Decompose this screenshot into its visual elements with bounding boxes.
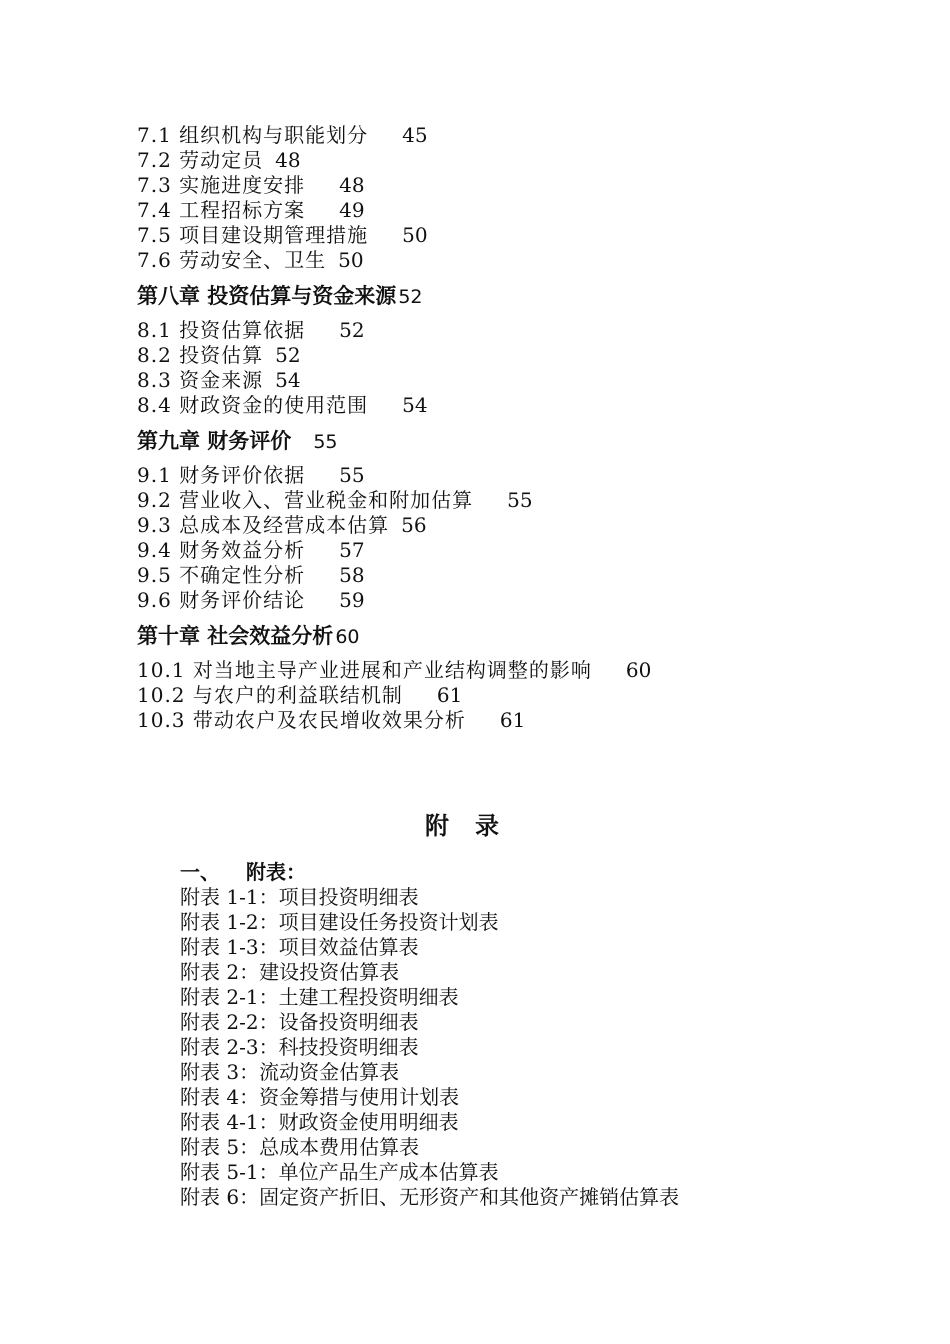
toc-entry-page: 56 bbox=[401, 513, 427, 537]
toc-entry[interactable] bbox=[137, 368, 837, 393]
appendix-item[interactable]: 附表 4：资金筹措与使用计划表 bbox=[180, 1085, 460, 1109]
toc-entry[interactable] bbox=[137, 123, 837, 148]
appendix-item[interactable]: 附表 5-1：单位产品生产成本估算表 bbox=[180, 1160, 499, 1184]
toc-entry-page: 52 bbox=[339, 318, 365, 342]
toc-chapter-page: 55 bbox=[313, 431, 338, 453]
appendix-item[interactable]: 附表 6：固定资产折旧、无形资产和其他资产摊销估算表 bbox=[180, 1185, 680, 1209]
toc-entry-title: 7.2 劳动定员 bbox=[137, 148, 264, 172]
appendix-item[interactable]: 附表 1-1：项目投资明细表 bbox=[180, 885, 419, 909]
toc-entry-page: 45 bbox=[402, 123, 428, 147]
toc-entry-title: 9.3 总成本及经营成本估算 bbox=[137, 513, 390, 537]
appendix-list bbox=[180, 860, 880, 1210]
toc-entry-page: 54 bbox=[275, 368, 301, 392]
appendix-item[interactable]: 附表 2-3：科技投资明细表 bbox=[180, 1035, 419, 1059]
toc-entry[interactable] bbox=[137, 563, 837, 588]
toc-entry-title: 9.6 财务评价结论 bbox=[137, 588, 306, 612]
toc-chapter-page: 60 bbox=[335, 626, 360, 648]
appendix-item[interactable]: 附表 1-3：项目效益估算表 bbox=[180, 935, 419, 959]
appendix-section-label: 附表： bbox=[246, 860, 306, 884]
toc-entry[interactable] bbox=[137, 658, 837, 683]
toc-entry-title: 7.4 工程招标方案 bbox=[137, 198, 306, 222]
toc-entry-page: 57 bbox=[339, 538, 365, 562]
toc-entry-page: 58 bbox=[339, 563, 365, 587]
appendix-item[interactable]: 附表 1-2：项目建设任务投资计划表 bbox=[180, 910, 499, 934]
appendix-title: 附录 bbox=[425, 812, 525, 840]
toc-entry-page: 50 bbox=[338, 248, 364, 272]
toc-entry-page: 52 bbox=[275, 343, 301, 367]
toc-entry-title: 9.5 不确定性分析 bbox=[137, 563, 306, 587]
toc-entry-page: 50 bbox=[402, 223, 428, 247]
toc-entry-title: 7.3 实施进度安排 bbox=[137, 173, 306, 197]
toc-entry[interactable] bbox=[137, 223, 837, 248]
toc-entry-page: 61 bbox=[499, 708, 526, 732]
toc-entry[interactable] bbox=[137, 198, 837, 223]
toc-chapter-title: 第八章 投资估算与资金来源 bbox=[137, 284, 397, 308]
toc-entry-title: 10.3 带动农户及农民增收效果分析 bbox=[137, 708, 466, 732]
appendix-item[interactable]: 附表 5：总成本费用估算表 bbox=[180, 1135, 420, 1159]
toc-entry-page: 55 bbox=[339, 463, 365, 487]
toc-entry[interactable] bbox=[137, 248, 837, 273]
appendix-item[interactable]: 附表 4-1：财政资金使用明细表 bbox=[180, 1110, 459, 1134]
appendix-item[interactable]: 附表 2-1：土建工程投资明细表 bbox=[180, 985, 459, 1009]
toc-entry-title: 8.3 资金来源 bbox=[137, 368, 264, 392]
toc-chapter-title: 第十章 社会效益分析 bbox=[137, 624, 334, 648]
appendix-item[interactable]: 附表 2-2：设备投资明细表 bbox=[180, 1010, 419, 1034]
toc-entry[interactable] bbox=[137, 173, 837, 198]
toc-entry-title: 7.5 项目建设期管理措施 bbox=[137, 223, 369, 247]
toc-entry-title: 8.1 投资估算依据 bbox=[137, 318, 306, 342]
toc-entry-page: 48 bbox=[275, 148, 301, 172]
table-of-contents bbox=[137, 123, 837, 733]
toc-entry-title: 10.1 对当地主导产业进展和产业结构调整的影响 bbox=[137, 658, 592, 682]
toc-entry-page: 49 bbox=[339, 198, 365, 222]
toc-entry[interactable] bbox=[137, 708, 837, 733]
toc-entry-title: 10.2 与农户的利益联结机制 bbox=[137, 683, 403, 707]
toc-chapter-page: 52 bbox=[398, 286, 423, 308]
toc-entry-page: 54 bbox=[402, 393, 428, 417]
toc-entry-title: 7.1 组织机构与职能划分 bbox=[137, 123, 369, 147]
toc-chapter-9[interactable] bbox=[137, 428, 837, 455]
toc-entry[interactable] bbox=[137, 683, 837, 708]
toc-entry[interactable] bbox=[137, 463, 837, 488]
toc-entry[interactable] bbox=[137, 393, 837, 418]
toc-entry-page: 59 bbox=[339, 588, 365, 612]
toc-entry-page: 48 bbox=[339, 173, 365, 197]
toc-entry-title: 8.4 财政资金的使用范围 bbox=[137, 393, 369, 417]
toc-entry-title: 7.6 劳动安全、卫生 bbox=[137, 248, 327, 272]
toc-entry-title: 9.1 财务评价依据 bbox=[137, 463, 306, 487]
toc-chapter-title: 第九章 财务评价 bbox=[137, 429, 292, 453]
toc-entry-page: 60 bbox=[625, 658, 652, 682]
toc-chapter-8[interactable] bbox=[137, 283, 837, 310]
toc-entry-page: 61 bbox=[436, 683, 463, 707]
toc-entry-page: 55 bbox=[507, 488, 533, 512]
toc-entry[interactable] bbox=[137, 148, 837, 173]
toc-entry[interactable] bbox=[137, 538, 837, 563]
toc-entry-title: 8.2 投资估算 bbox=[137, 343, 264, 367]
toc-entry[interactable] bbox=[137, 343, 837, 368]
toc-entry[interactable] bbox=[137, 513, 837, 538]
toc-entry[interactable] bbox=[137, 488, 837, 513]
toc-entry[interactable] bbox=[137, 318, 837, 343]
toc-entry-title: 9.2 营业收入、营业税金和附加估算 bbox=[137, 488, 474, 512]
appendix-section-number: 一、 bbox=[180, 860, 220, 884]
toc-entry[interactable] bbox=[137, 588, 837, 613]
appendix-item[interactable]: 附表 2：建设投资估算表 bbox=[180, 960, 400, 984]
toc-entry-title: 9.4 财务效益分析 bbox=[137, 538, 306, 562]
appendix-item[interactable]: 附表 3：流动资金估算表 bbox=[180, 1060, 400, 1084]
toc-chapter-10[interactable] bbox=[137, 623, 837, 650]
appendix-section-heading bbox=[180, 860, 880, 885]
